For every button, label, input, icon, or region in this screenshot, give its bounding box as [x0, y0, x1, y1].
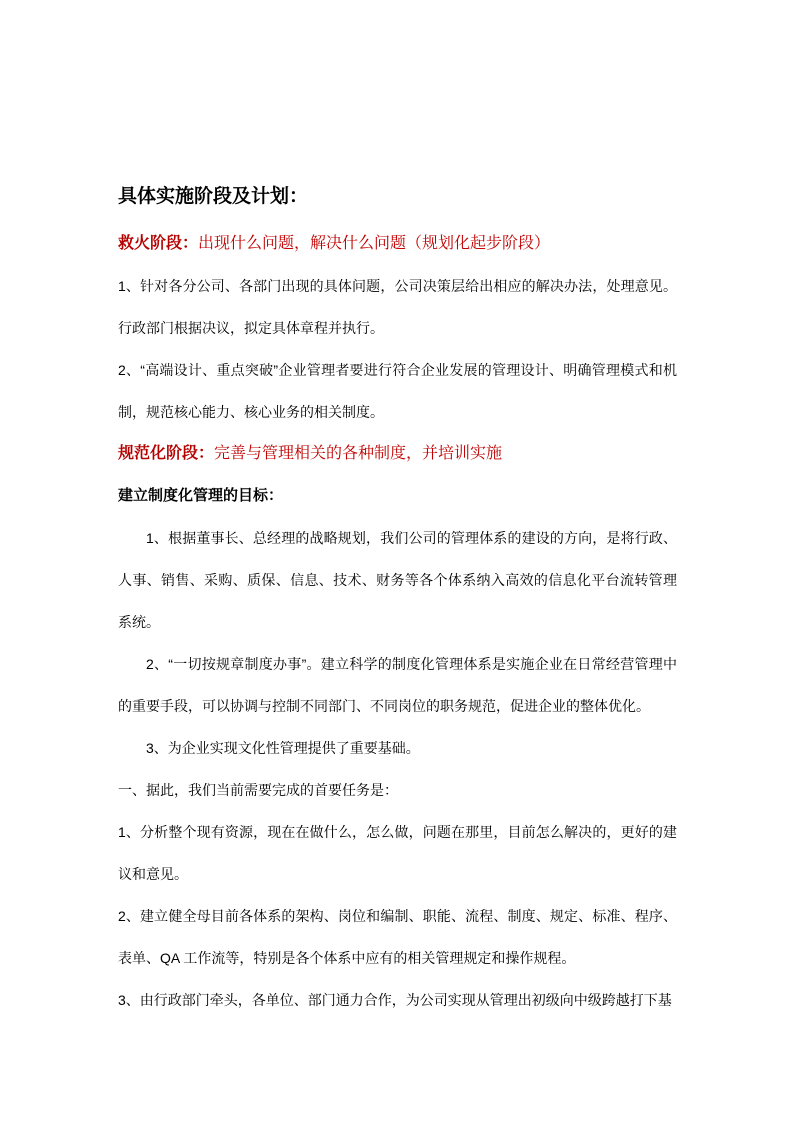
para-task-intro: 一、据此，我们当前需要完成的首要任务是： — [118, 782, 398, 798]
heading-standardization-stage — [118, 433, 677, 475]
para-goal-3: 3、为企业实现文化性管理提供了重要基础。 — [146, 740, 420, 756]
heading-institutional-goals: 建立制度化管理的目标： — [118, 487, 284, 504]
para-goal-2: 2、“一切按规章制度办事”。建立科学的制度化管理体系是实施企业在日常经营管理中的重要手段，可以协调与控制不同部门、不同岗位的职务规范，促进企业的整体优化。 — [118, 656, 677, 714]
heading-fire-stage-label: 救火阶段： — [118, 235, 199, 252]
para-fire-item-2: 2、“高端设计、重点突破”企业管理者要进行符合企业发展的管理设计、明确管理模式和机制，规范核心能力、核心业务的相关制度。 — [118, 362, 677, 420]
para-goal-1: 1、根据董事长、总经理的战略规划，我们公司的管理体系的建设的方向，是将行政、人事、销售、采购、质保、信息、技术、财务等各个体系纳入高效的信息化平台流转管理系统。 — [118, 530, 677, 630]
para-fire-item-1: 1、针对各分公司、各部门出现的具体问题，公司决策层给出相应的解决办法，处理意见。行政部门根据决议，拟定具体章程并执行。 — [118, 278, 677, 336]
para-task-1: 1、分析整个现有资源，现在在做什么，怎么做，问题在那里，目前怎么解决的，更好的建议和意见。 — [118, 824, 677, 882]
para-task-2: 2、建立健全母目前各体系的架构、岗位和编制、职能、流程、制度、规定、标准、程序、表单、QA 工作流等，特别是各个体系中应有的相关管理规定和操作规程。 — [118, 908, 677, 966]
heading-standardization-stage-label: 规范化阶段： — [118, 445, 215, 462]
heading-fire-stage-text: 出现什么问题，解决什么问题（规划化起步阶段） — [198, 235, 551, 252]
document-body — [118, 183, 677, 1021]
heading-fire-stage — [118, 223, 677, 265]
heading-standardization-stage-text: 完善与管理相关的各种制度，并培训实施 — [214, 445, 503, 462]
para-task-3: 3、由行政部门牵头，各单位、部门通力合作，为公司实现从管理出初级向中级跨越打下基 — [118, 992, 672, 1008]
document-title: 具体实施阶段及计划： — [118, 186, 309, 207]
